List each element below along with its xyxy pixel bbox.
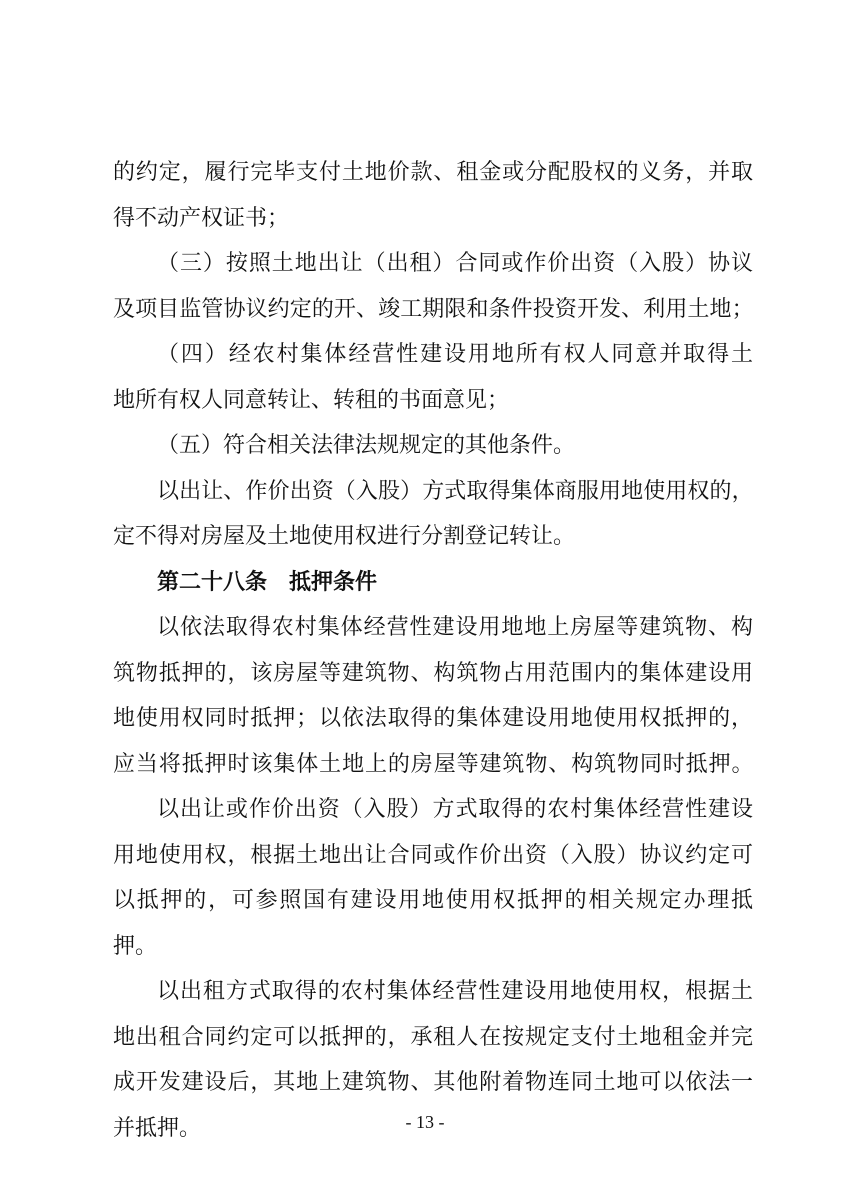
- text-line: 得不动产权证书；: [113, 205, 290, 231]
- text-line: 地出租合同约定可以抵押的，承租人在按规定支付土地租金并完: [113, 1024, 753, 1050]
- text-line: （四）经农村集体经营性建设用地所有权人同意并取得土: [157, 342, 753, 367]
- text-line: 筑物抵押的，该房屋等建筑物、构筑物占用范围内的集体建设用: [113, 660, 753, 686]
- text-line: （五）符合相关法律法规规定的其他条件。: [157, 433, 576, 458]
- text-line: （三）按照土地出让（出租）合同或作价出资（入股）协议: [157, 251, 753, 276]
- text-line: 押。: [113, 933, 158, 959]
- text-line: 并抵押。: [113, 1115, 202, 1141]
- text-line: 以出让或作价出资（入股）方式取得的农村集体经营性建设: [157, 797, 753, 822]
- text-line: 应当将抵押时该集体土地上的房屋等建筑物、构筑物同时抵押。: [113, 751, 753, 777]
- document-body: [113, 150, 753, 1151]
- text-line: 以出租方式取得的农村集体经营性建设用地使用权，根据土: [157, 979, 753, 1004]
- text-line: 以依法取得农村集体经营性建设用地地上房屋等建筑物、构: [157, 615, 753, 640]
- text-line: 以出让、作价出资（入股）方式取得集体商服用地使用权的，: [157, 478, 753, 504]
- text-line: 的约定，履行完毕支付土地价款、租金或分配股权的义务，并取: [113, 160, 753, 185]
- text-line: 地所有权人同意转让、转租的书面意见；: [113, 387, 510, 413]
- text-line: 以抵押的，可参照国有建设用地使用权抵押的相关规定办理抵: [113, 888, 753, 913]
- text-line: 成开发建设后，其地上建筑物、其他附着物连同土地可以依法一: [113, 1070, 753, 1095]
- article-number: 第二十八条: [157, 569, 268, 595]
- text-line: 地使用权同时抵押；以依法取得的集体建设用地使用权抵押的，: [113, 706, 753, 731]
- text-line: 及项目监管协议约定的开、竣工期限和条件投资开发、利用土地；: [113, 296, 753, 322]
- text-line: 定不得对房屋及土地使用权进行分割登记转让。: [113, 524, 576, 549]
- article-title: 抵押条件: [289, 569, 378, 595]
- page-number: - 13 -: [405, 1112, 445, 1132]
- text-line: 用地使用权，根据土地出让合同或作价出资（入股）协议约定可: [113, 842, 753, 868]
- article-heading: [113, 560, 753, 606]
